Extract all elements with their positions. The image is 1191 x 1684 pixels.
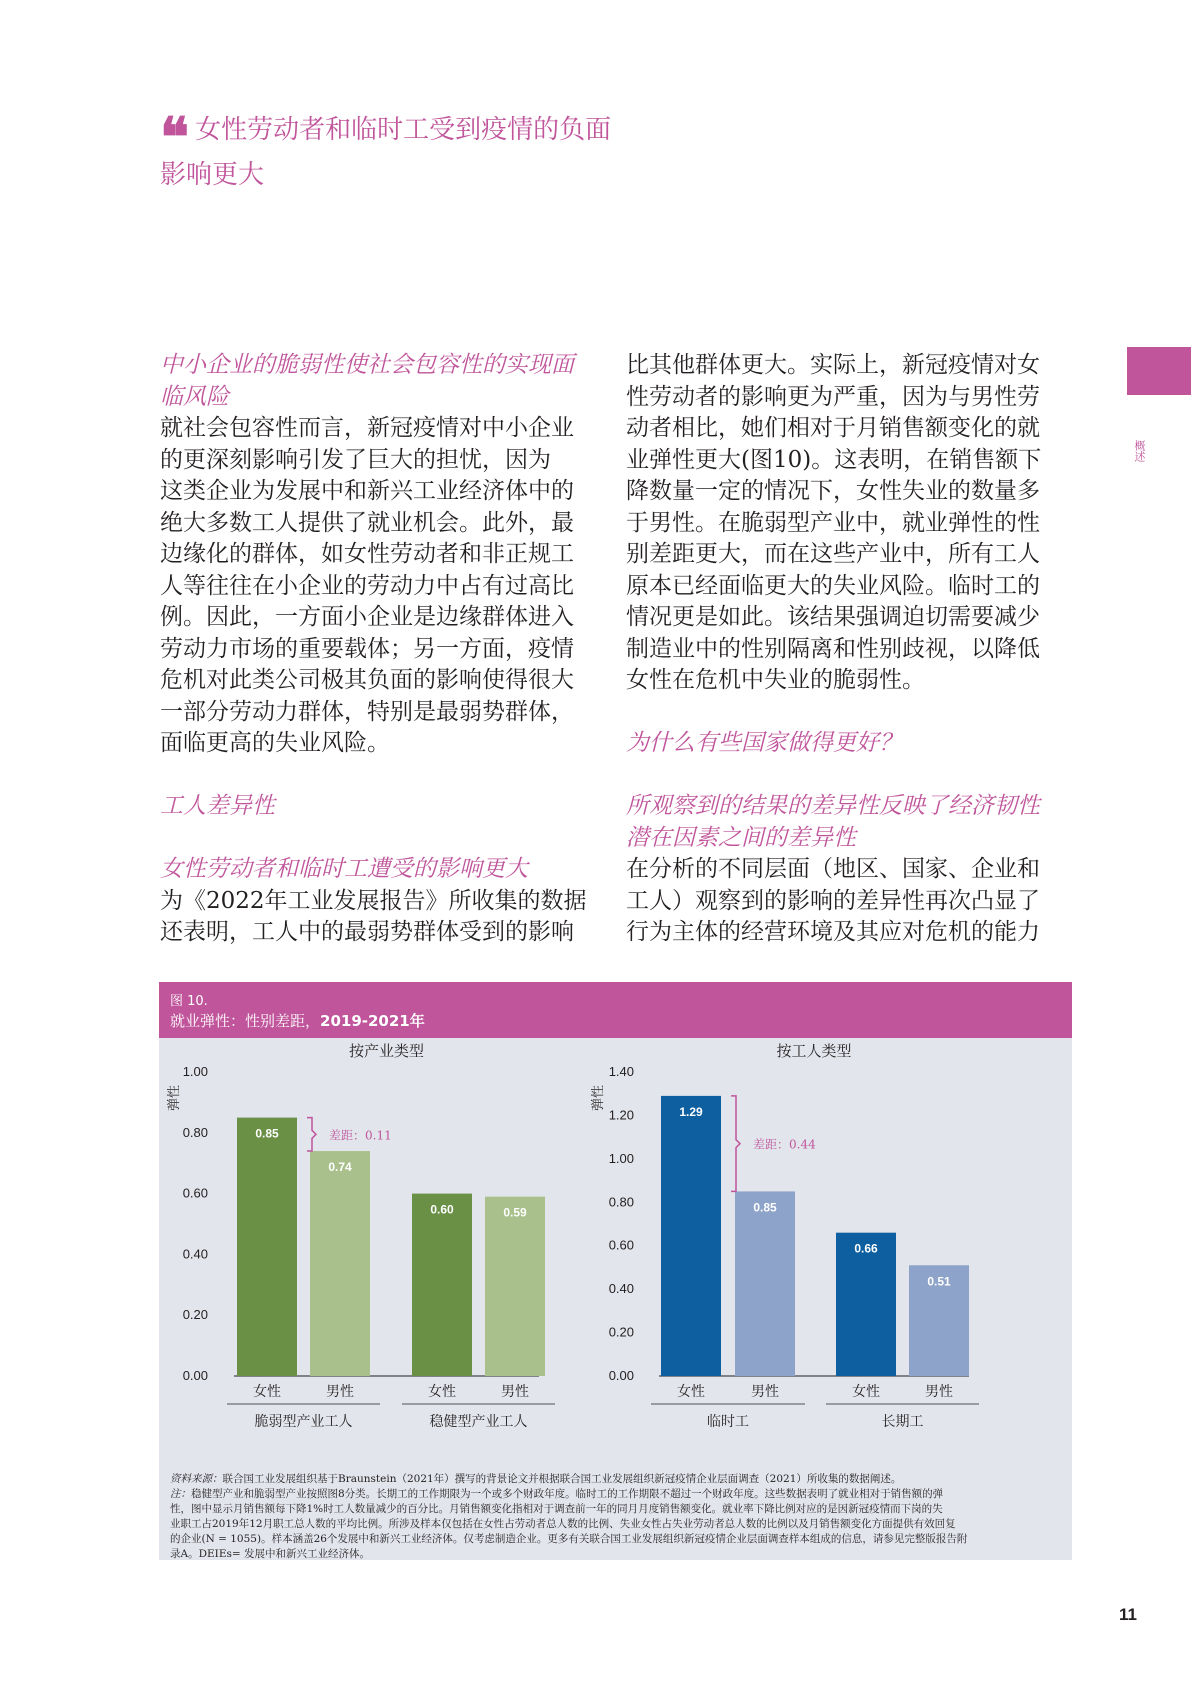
text-line: 还表明，工人中的最弱势群体受到的影响: [160, 919, 574, 945]
paragraph-levels: [626, 854, 1072, 949]
subheading-women-temp: 女性劳动者和临时工遭受的影响更大: [160, 856, 528, 882]
quote-icon: ❝: [160, 105, 190, 169]
y-tick-label: 0.20: [182, 1307, 208, 1323]
y-axis-label: 弹性: [590, 1084, 605, 1112]
text-line: 女性在危机中失业的脆弱性。: [626, 667, 925, 693]
text-line: 情况更是如此。该结果强调迫切需要减少: [626, 604, 1040, 630]
gap-annotation: 差距：0.44: [753, 1137, 816, 1152]
x-category-label: 女性: [428, 1383, 456, 1399]
bar-value-label: 0.85: [753, 1200, 777, 1215]
group-label: 临时工: [707, 1413, 749, 1429]
bar-value-label: 0.60: [430, 1202, 454, 1217]
section-heading: [160, 105, 640, 198]
text-line: 于男性。在脆弱型产业中，就业弹性的性: [626, 509, 1040, 536]
text-line: 就社会包容性而言，新冠疫情对中小企业: [160, 415, 574, 441]
text-line: 这类企业为发展中和新兴工业经济体中的: [160, 478, 574, 504]
y-tick-label: 0.40: [182, 1246, 208, 1262]
y-tick-label: 0.60: [182, 1185, 208, 1201]
bar: [310, 1151, 370, 1376]
text-line: 面临更高的失业风险。: [160, 730, 390, 756]
text-line: 工人）观察到的影响的差异性再次凸显了: [626, 887, 1040, 914]
chapter-tab: [1127, 347, 1191, 395]
paragraph-social-inclusion: [160, 413, 606, 760]
y-tick-label: 1.00: [182, 1064, 208, 1079]
y-axis-label: 弹性: [166, 1084, 181, 1112]
x-category-label: 女性: [852, 1383, 880, 1399]
subheading-resilience: 所观察到的结果的差异性反映了经济韧性 潜在因素之间的差异性: [626, 793, 1040, 851]
text-line: 行为主体的经营环境及其应对危机的能力: [626, 919, 1040, 945]
note-line: 业职工占2019年12月职工总人数的平均比例。所涉及样本仅包括在女性占劳动者总人数的比例、失业女性占失业劳动者总人数的比例以及月销售额变化方面提供有效回复: [170, 1518, 956, 1530]
figure-source: 资料来源：联合国工业发展组织基于Braunstein（2021年）撰写的背景论文并根据联合国工业发展组织新冠疫情企业层面调查（2021）所收集的数据阐述。: [170, 1473, 902, 1485]
chapter-label: 概述: [1133, 440, 1146, 462]
text-line: 在分析的不同层面（地区、国家、企业和: [626, 856, 1040, 882]
text-line: 别差距更大，而在这些产业中，所有工人: [626, 541, 1040, 567]
text-line: 的更深刻影响引发了巨大的担忧，因为: [160, 446, 551, 473]
y-tick-label: 1.20: [608, 1107, 634, 1123]
figure-number: 图 10.: [170, 994, 208, 1009]
figure-note: 注：稳健型产业和脆弱型产业按照图8分类。长期工的工作期限为一个或多个财政年度。临时工的工作期限不超过一个财政年度。这些数据表明了就业相对于销售额的弹 性，图中显示月销售额每下降1%时工人数量减少的百分比。月销售额变化指相对于调查前一年的同月月度销售额变化。就业率下降比例对应的是因新冠疫情而下岗的失 业职工占2019年12月职工总人数的平均比例。所涉及样本仅包括在女性占劳动者总人数的比例、失业女性占失业劳动者总人数的比例以及月销售额变化方面提供有效回复 的企业(N = 1055)。样本涵盖26个发展中和新兴工业经济体。仅考虑制造企业。更多有关联合国工业发展组织新冠疫情企业层面调查样本组成的信息，请参见完整版报告附 录A。DEIEs= 发展中和新兴工业经济体。: [170, 1488, 968, 1560]
page-number: 11: [1119, 1605, 1137, 1624]
y-tick-label: 0.20: [608, 1324, 634, 1340]
paragraph-gender-elasticity: [626, 350, 1072, 697]
text-line: 例。因此，一方面小企业是边缘群体进入: [160, 604, 574, 630]
text-line: 边缘化的群体，如女性劳动者和非正规工: [160, 541, 574, 567]
figure-charts: [159, 1038, 1072, 1470]
text-line: 绝大多数工人提供了就业机会。此外，最: [160, 509, 574, 536]
chart-title: 按工人类型: [776, 1043, 852, 1060]
x-category-label: 男性: [751, 1383, 779, 1399]
note-line: 的企业(N = 1055)。样本涵盖26个发展中和新兴工业经济体。仅考虑制造企业。更多有关联合国工业发展组织新冠疫情企业层面调查样本组成的信息，请参见完整版报告附: [170, 1533, 968, 1545]
bar-value-label: 0.51: [927, 1274, 951, 1289]
note-line: 录A。DEIEs= 发展中和新兴工业经济体。: [170, 1548, 371, 1560]
bar-value-label: 0.66: [854, 1241, 878, 1256]
x-category-label: 女性: [677, 1383, 705, 1399]
subheading-sme: 中小企业的脆弱性使社会包容性的实现面 临风险: [160, 352, 574, 410]
text-line: 动者相比，她们相对于月销售额变化的就: [626, 415, 1040, 441]
text-line: 一部分劳动力群体，特别是最弱势群体，: [160, 698, 574, 725]
gap-annotation: 差距：0.11: [329, 1128, 392, 1143]
y-tick-label: 1.40: [608, 1064, 634, 1079]
gap-bracket: [307, 1118, 316, 1151]
figure-title: 就业弹性：性别差距，2019-2021年: [170, 1012, 425, 1030]
text-line: 劳动力市场的重要载体；另一方面，疫情: [160, 635, 574, 662]
text-line: 制造业中的性别隔离和性别歧视，以降低: [626, 635, 1040, 662]
bar: [237, 1118, 297, 1376]
y-tick-label: 0.00: [608, 1368, 634, 1383]
y-tick-label: 0.80: [182, 1124, 208, 1140]
y-tick-label: 0.40: [608, 1281, 634, 1297]
chart-title: 按产业类型: [348, 1043, 425, 1060]
subheading-worker-diversity: 工人差异性: [160, 793, 275, 819]
bar: [485, 1197, 545, 1376]
heading-line-1: 女性劳动者和临时工受到疫情的负面: [195, 115, 612, 145]
bar-value-label: 0.59: [503, 1205, 527, 1220]
text-line: 危机对此类公司极其负面的影响使得很大: [160, 667, 574, 693]
x-category-label: 男性: [925, 1383, 953, 1399]
x-category-label: 男性: [326, 1383, 354, 1399]
gap-bracket: [731, 1096, 740, 1192]
text-line: 原本已经面临更大的失业风险。临时工的: [626, 572, 1040, 599]
text-line: 降数量一定的情况下，女性失业的数量多: [626, 478, 1040, 504]
left-column: [160, 350, 606, 949]
x-category-label: 女性: [253, 1383, 281, 1399]
text-line: 人等往往在小企业的劳动力中占有过高比: [160, 572, 574, 599]
text-line: 比其他群体更大。实际上，新冠疫情对女: [626, 352, 1040, 378]
bar: [412, 1194, 472, 1376]
y-tick-label: 0.60: [608, 1237, 634, 1253]
note-line: 性，图中显示月销售额每下降1%时工人数量减少的百分比。月销售额变化指相对于调查前一年的同月月度销售额变化。就业率下降比例对应的是因新冠疫情而下岗的失: [170, 1503, 943, 1515]
figure-notes: [170, 1472, 1062, 1562]
x-category-label: 男性: [501, 1383, 529, 1399]
text-line: 为《2022年工业发展报告》所收集的数据: [160, 887, 587, 914]
bar: [661, 1096, 721, 1376]
y-tick-label: 0.80: [608, 1194, 634, 1210]
heading-line-2: 影响更大: [160, 160, 265, 190]
group-label: 脆弱型产业工人: [254, 1413, 353, 1429]
bar: [735, 1191, 795, 1376]
right-column: [626, 350, 1072, 949]
bar-value-label: 1.29: [679, 1104, 703, 1119]
text-line: 性劳动者的影响更为严重，因为与男性劳: [626, 383, 1040, 410]
figure-10: [159, 982, 1072, 1560]
text-line: 业弹性更大(图10)。这表明，在销售额下: [626, 446, 1042, 473]
y-tick-label: 1.00: [608, 1150, 634, 1166]
y-tick-label: 0.00: [182, 1368, 208, 1383]
bar-value-label: 0.85: [255, 1126, 279, 1141]
figure-header: [159, 982, 1072, 1038]
group-label: 稳健型产业工人: [429, 1413, 528, 1429]
subheading-why-better: 为什么有些国家做得更好？: [626, 730, 902, 756]
bar-value-label: 0.74: [328, 1160, 352, 1175]
paragraph-report-data: [160, 886, 606, 949]
group-label: 长期工: [881, 1413, 924, 1429]
note-line: 稳健型产业和脆弱型产业按照图8分类。长期工的工作期限为一个或多个财政年度。临时工的工作期限不超过一个财政年度。这些数据表明了就业相对于销售额的弹: [191, 1488, 944, 1500]
